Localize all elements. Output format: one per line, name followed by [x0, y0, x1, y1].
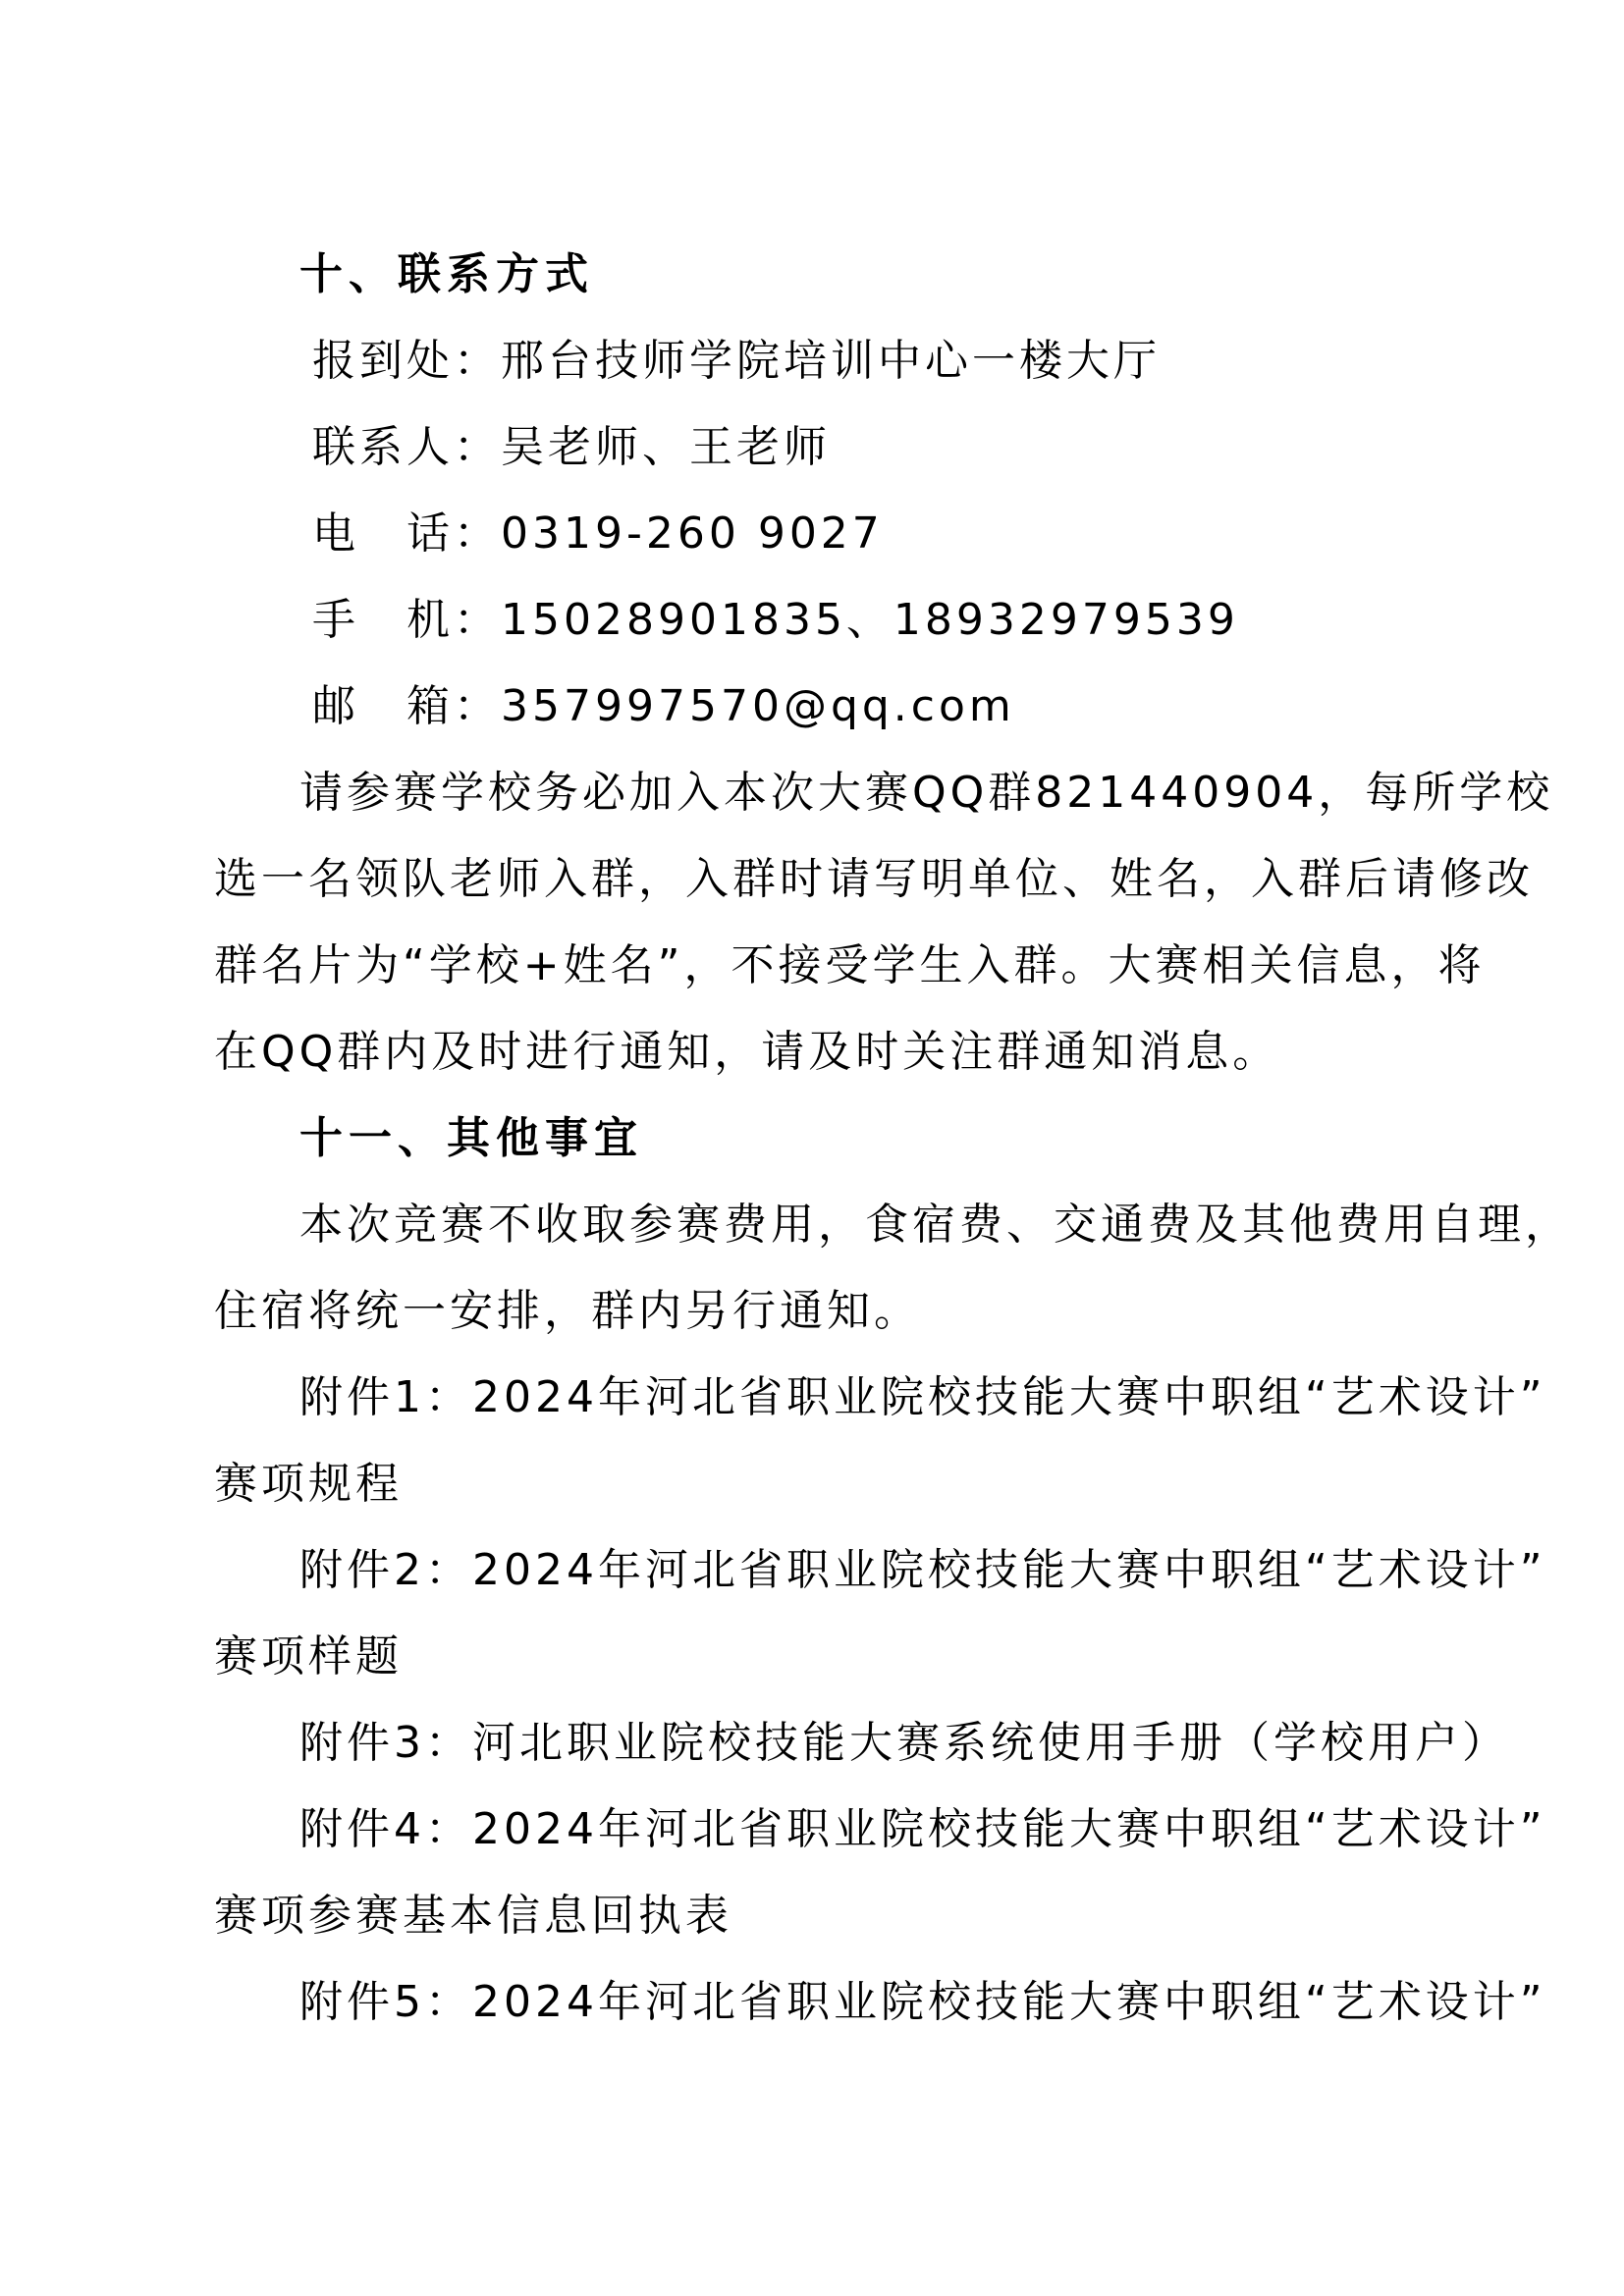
attachment-4-line-2: 赛项参赛基本信息回执表 [214, 1891, 732, 1941]
mobile-value: 15028901835、18932979539 [501, 595, 1239, 645]
mobile-label: 手 机： [312, 595, 501, 645]
phone-label: 电 话： [312, 508, 501, 559]
phone-value: 0319-260 9027 [501, 508, 884, 559]
phone-row [312, 505, 884, 563]
attachment-4-line-1: 附件4：2024年河北省职业院校技能大赛中职组“艺术设计” [299, 1804, 1546, 1854]
attachment-3-line-1: 附件3：河北职业院校技能大赛系统使用手册（学校用户） [299, 1718, 1509, 1768]
section-10-heading: 十、联系方式 [299, 249, 594, 299]
contact-person-row [312, 418, 831, 477]
fees-paragraph-line-1: 本次竞赛不收取参赛费用，食宿费、交通费及其他费用自理， [299, 1200, 1572, 1250]
contact-person-value: 吴老师、王老师 [501, 422, 831, 472]
fees-paragraph-line-2: 住宿将统一安排，群内另行通知。 [214, 1286, 921, 1336]
report-location-row [312, 332, 1161, 391]
attachment-1-line-2: 赛项规程 [214, 1459, 403, 1509]
attachment-2-line-1: 附件2：2024年河北省职业院校技能大赛中职组“艺术设计” [299, 1545, 1546, 1595]
mobile-row [312, 591, 1239, 650]
email-row [312, 677, 1015, 736]
qq-group-paragraph-line-3: 群名片为“学校+姓名”，不接受学生入群。大赛相关信息，将 [214, 940, 1486, 990]
attachment-5-line-1: 附件5：2024年河北省职业院校技能大赛中职组“艺术设计” [299, 1977, 1546, 2027]
email-value: 357997570@qq.com [501, 681, 1015, 731]
qq-group-paragraph-line-2: 选一名领队老师入群，入群时请写明单位、姓名，入群后请修改 [214, 854, 1534, 904]
report-location-value: 邢台技师学院培训中心一楼大厅 [501, 336, 1161, 386]
report-location-label: 报到处： [312, 336, 501, 386]
section-11-heading: 十一、其他事宜 [299, 1113, 643, 1163]
contact-person-label: 联系人： [312, 422, 501, 472]
attachment-1-line-1: 附件1：2024年河北省职业院校技能大赛中职组“艺术设计” [299, 1372, 1546, 1422]
qq-group-paragraph-line-4: 在QQ群内及时进行通知，请及时关注群通知消息。 [214, 1027, 1280, 1077]
attachment-2-line-2: 赛项样题 [214, 1631, 403, 1682]
qq-group-paragraph-line-1: 请参赛学校务必加入本次大赛QQ群821440904，每所学校 [299, 768, 1554, 818]
email-label: 邮 箱： [312, 681, 501, 731]
